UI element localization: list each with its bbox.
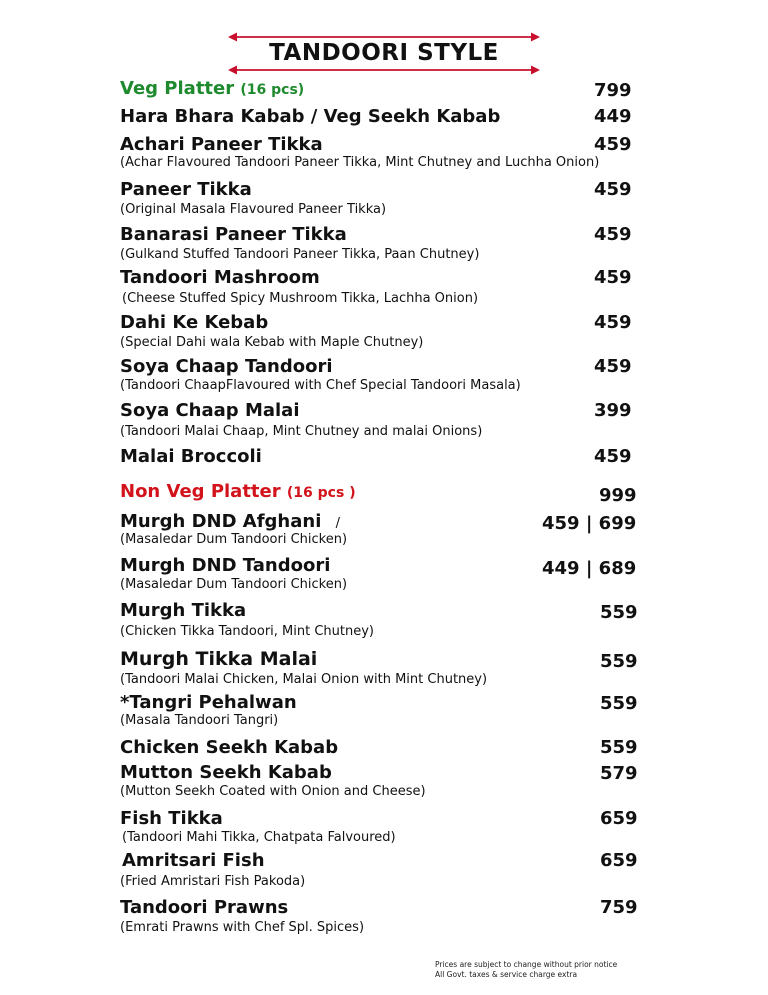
menu-item-price: 759 xyxy=(600,897,638,918)
menu-item-desc: (Chicken Tikka Tandoori, Mint Chutney) xyxy=(120,624,374,639)
menu-item-desc: (Masaledar Dum Tandoori Chicken) xyxy=(120,577,348,592)
nonveg-platter-pcs: (16 pcs ) xyxy=(286,485,356,501)
menu-item-price: 659 xyxy=(600,850,638,871)
menu-item-name: Fish Tikka xyxy=(120,808,223,829)
menu-item-desc: (Tandoori ChaapFlavoured with Chef Special Tandoori Masala) xyxy=(120,378,521,393)
menu-item-name: Amritsari Fish xyxy=(122,850,265,871)
menu-item-price: 559 xyxy=(600,602,638,623)
menu-item-price: 459 xyxy=(594,179,632,200)
menu-item-desc: (Original Masala Flavoured Paneer Tikka) xyxy=(120,202,387,217)
menu-item-desc: (Gulkand Stuffed Tandoori Paneer Tikka, Paan Chutney) xyxy=(120,247,480,262)
menu-item-price: 659 xyxy=(600,808,638,829)
menu-item-name: Mutton Seekh Kabab xyxy=(120,762,332,783)
veg-platter-header xyxy=(120,78,304,99)
menu-item-name: Hara Bhara Kabab / Veg Seekh Kabab xyxy=(120,106,501,127)
menu-item-desc: (Mutton Seekh Coated with Onion and Cheese) xyxy=(120,784,426,799)
veg-platter-label: Veg Platter xyxy=(120,78,235,99)
menu-item-name: Tandoori Mashroom xyxy=(120,267,320,288)
menu-item-name: Banarasi Paneer Tikka xyxy=(120,224,347,245)
menu-item-name: Dahi Ke Kebab xyxy=(120,312,269,333)
menu-item-desc: (Tandoori Mahi Tikka, Chatpata Falvoured) xyxy=(122,830,396,845)
menu-item-name: Tandoori Prawns xyxy=(120,897,289,918)
menu-item-name: Murgh Tikka Malai xyxy=(120,648,318,670)
menu-item-slash: / xyxy=(335,516,341,531)
menu-item-price: 449 xyxy=(594,106,632,127)
menu-item-desc: (Tandoori Malai Chicken, Malai Onion with Mint Chutney) xyxy=(120,672,488,687)
footer-line-2: All Govt. taxes & service charge extra xyxy=(435,970,578,979)
menu-item-desc: (Masaledar Dum Tandoori Chicken) xyxy=(120,532,348,547)
menu-item-desc: (Masala Tandoori Tangri) xyxy=(120,713,279,728)
menu-item-price: 459 xyxy=(594,356,632,377)
menu-item-price: 559 xyxy=(600,737,638,758)
page-title: TANDOORI STYLE xyxy=(269,40,499,66)
nonveg-platter-header xyxy=(120,481,356,502)
menu-item-name: Soya Chaap Tandoori xyxy=(120,356,333,377)
menu-item-price: 579 xyxy=(600,763,638,784)
menu-item-name: Murgh Tikka xyxy=(120,600,247,621)
menu-item-name: *Tangri Pehalwan xyxy=(120,692,297,713)
bottom-arrow-divider xyxy=(228,64,540,76)
menu-item-name: Murgh DND Tandoori xyxy=(120,555,331,576)
veg-platter-price: 799 xyxy=(594,80,632,101)
menu-item-price: 449 | 689 xyxy=(542,558,637,579)
menu-item-name: Malai Broccoli xyxy=(120,446,262,467)
menu-item-price: 459 xyxy=(594,134,632,155)
footer-note xyxy=(435,960,617,980)
menu-item-name: Soya Chaap Malai xyxy=(120,400,300,421)
menu-item-price: 459 xyxy=(594,267,632,288)
menu-item-desc: (Fried Amristari Fish Pakoda) xyxy=(120,874,306,889)
menu-item-name: Achari Paneer Tikka xyxy=(120,134,323,155)
menu-item-price: 459 xyxy=(594,312,632,333)
menu-item-desc: (Special Dahi wala Kebab with Maple Chutney) xyxy=(120,335,424,350)
veg-platter-pcs: (16 pcs) xyxy=(240,82,305,98)
menu-item-name: Paneer Tikka xyxy=(120,179,252,200)
menu-item-price: 459 xyxy=(594,224,632,245)
menu-item-price: 459 xyxy=(594,446,632,467)
menu-item-name xyxy=(120,511,340,532)
menu-item-desc: (Tandoori Malai Chaap, Mint Chutney and malai Onions) xyxy=(120,424,483,439)
menu-item-name: Chicken Seekh Kabab xyxy=(120,737,339,758)
menu-item-desc: (Cheese Stuffed Spicy Mushroom Tikka, Lachha Onion) xyxy=(122,291,479,306)
menu-item-name-text: Murgh DND Afghani xyxy=(120,511,322,532)
menu-item-price: 559 xyxy=(600,693,638,714)
nonveg-platter-label: Non Veg Platter xyxy=(120,481,281,502)
nonveg-platter-price: 999 xyxy=(599,485,637,506)
menu-item-price: 559 xyxy=(600,651,638,672)
menu-item-price: 459 | 699 xyxy=(542,513,637,534)
footer-line-1: Prices are subject to change without prior notice xyxy=(435,960,618,969)
menu-item-desc: (Achar Flavoured Tandoori Paneer Tikka, Mint Chutney and Luchha Onion) xyxy=(120,155,600,170)
menu-item-desc: (Emrati Prawns with Chef Spl. Spices) xyxy=(120,920,365,935)
menu-item-price: 399 xyxy=(594,400,632,421)
